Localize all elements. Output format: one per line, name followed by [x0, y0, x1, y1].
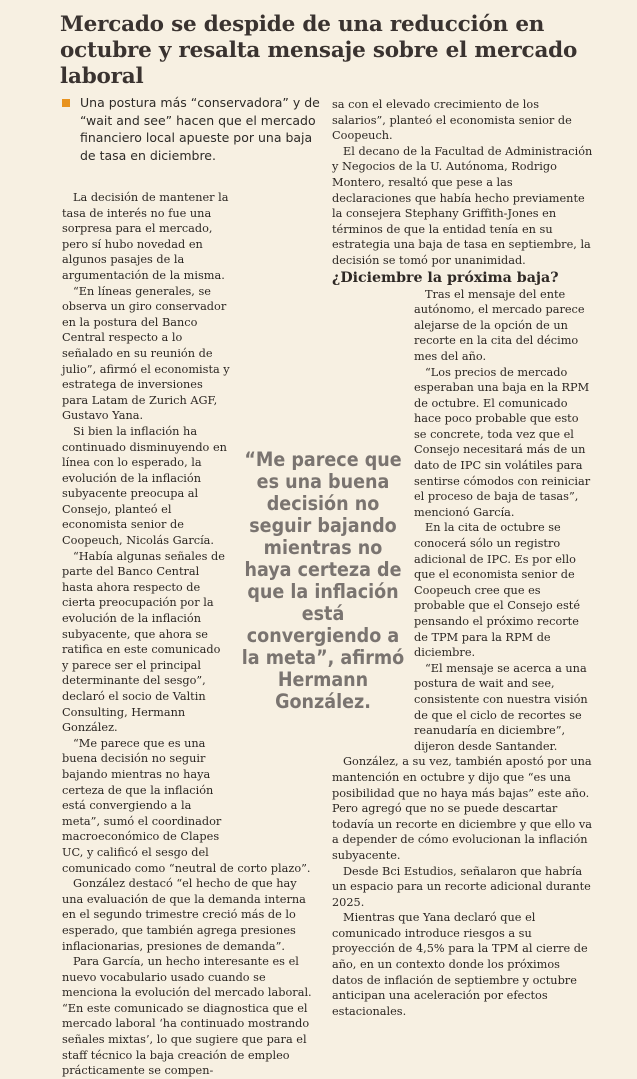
paragraph: Tras el mensaje del ente autónomo, el mercado parece alejarse de la opción de un recorte en la cita del décimo mes del año.: [414, 287, 585, 363]
paragraph: “El mensaje se acerca a una postura de wait and see, consistente con nuestra visión de que el ciclo de recortes se reanudaría en diciembre”, dijeron desde Santander.: [414, 661, 588, 753]
paragraph: La decisión de mantener la tasa de interés no fue una sorpresa para el mercado, pero sí hubo novedad en algunos pasajes de la argumentación de la misma.: [62, 191, 229, 282]
lead-summary: [62, 94, 320, 164]
paragraph: González, a su vez, también apostó por una mantención en octubre y dijo que “es una posibilidad que no haya más bajas” este año. Pero agregó que no se puede descartar todavía un recorte en diciembre y que ello va a depender de cómo evolucionan la inflación subyacente.: [332, 755, 593, 862]
paragraph: Para García, un hecho interesante es el nuevo vocabulario usado cuando se menciona la evolución del mercado laboral. “En este comunicado se diagnostica que el mercado laboral ‘ha continuado mostrando señales mixtas’, lo que sugiere que para el staff técnico la baja creación de empleo prácticamente se compen-: [62, 955, 312, 1078]
headline: Mercado se despide de una reducción en octubre y resalta mensaje sobre el mercado laboral: [60, 12, 578, 89]
lead-text: Una postura más “conservadora” y de “wait and see” hacen que el mercado financiero local apueste por una baja de tasa en diciembre.: [80, 95, 320, 163]
paragraph: sa con el elevado crecimiento de los salarios”, planteó el economista senior de Coopeuch.: [332, 98, 572, 143]
paragraph: Si bien la inflación ha continuado disminuyendo en línea con lo esperado, la evolución de la inflación subyacente preocupa al Consejo, planteó el economista senior de Coopeuch, Nicolás García.: [62, 424, 227, 548]
paragraph: González destacó “el hecho de que hay una evaluación de que la demanda interna en el segundo trimestre creció más de lo esperado, que también agrega presiones inflacionarias, presiones de demanda”.: [62, 877, 306, 953]
paragraph: “En líneas generales, se observa un giro conservador en la postura del Banco Central respecto a lo señalado en su reunión de julio”, afirmó el economista y estratega de inversiones para Latam de Zurich AGF, Gustavo Yana.: [62, 284, 230, 423]
pull-quote: “Me parece que es una buena decisión no seguir bajando mientras no haya certeza de que la inflación está convergiendo a la meta”, afirmó Hermann González.: [241, 448, 405, 713]
paragraph: Desde Bci Estudios, señalaron que habría un espacio para un recorte adicional durante 2025.: [332, 864, 591, 909]
paragraph: “Había algunas señales de parte del Banco Central hasta ahora respecto de cierta preocupación por la evolución de la inflación subyacente, que ahora se ratifica en este comunicado y parece ser el principal determinante del sesgo”, declaró el socio de Valtin Consulting, Hermann González.: [62, 549, 225, 735]
paragraph: En la cita de octubre se conocerá sólo un registro adicional de IPC. Es por ello que el economista senior de Coopeuch cree que es probable que el Consejo esté pensando el próximo recorte de TPM para la RPM de diciembre.: [414, 521, 581, 660]
paragraph: Mientras que Yana declaró que el comunicado introduce riesgos a su proyección de 4,5% para la TPM al cierre de año, en un contexto donde los próximos datos de inflación de septiembre y octubre anticipan una aceleración por efectos estacionales.: [332, 911, 588, 1018]
orange-square-icon: [62, 99, 70, 107]
paragraph: “Me parece que es una buena decisión no seguir bajando mientras no haya certeza de que la inflación está convergiendo a la meta”, sumó el coordinador macroeconómico de Clapes UC, y calificó el sesgo del comunicado como “neutral de corto plazo”.: [62, 736, 311, 875]
subheading: ¿Diciembre la próxima baja?: [332, 269, 559, 286]
paragraph: El decano de la Facultad de Administración y Negocios de la U. Autónoma, Rodrigo Montero, resaltó que pese a las declaraciones que había hecho previamente la consejera Stephany Griffith-Jones en términos de que la entidad tenía en su estrategia una baja de tasa en septiembre, la decisión se tomó por unanimidad.: [332, 144, 593, 267]
paragraph: “Los precios de mercado esperaban una baja en la RPM de octubre. El comunicado hace poco probable que esto se concrete, toda vez que el Consejo necesitará más de un dato de IPC sin volátiles para sentirse cómodos con reiniciar el proceso de baja de tasas”, mencionó García.: [414, 365, 591, 519]
